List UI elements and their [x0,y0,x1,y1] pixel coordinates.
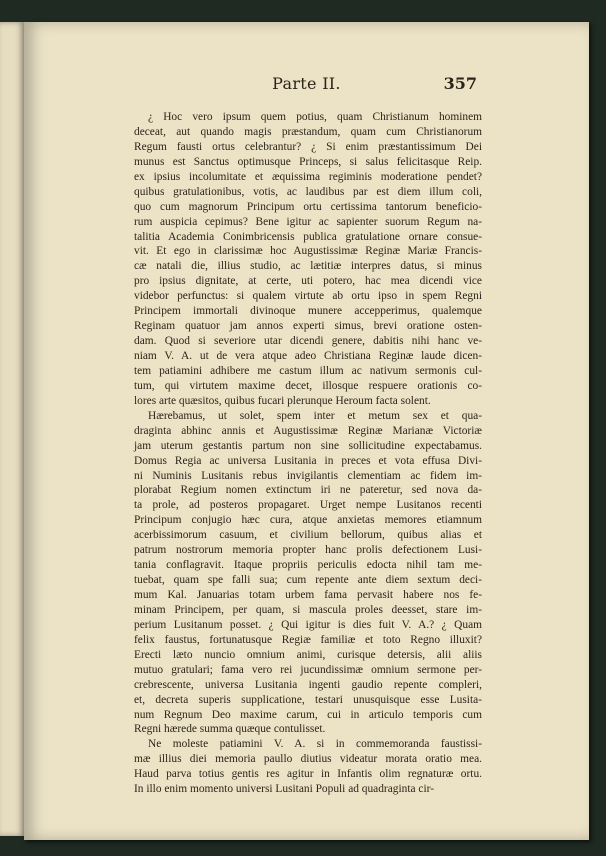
text-line: In illo enim momento universi Lusitani Populi ad quadraginta cir- [134,783,434,796]
text-line: perium Lusitanum posset. ¿ Qui igitur is dies fuit V. A.? ¿ Quam [134,618,482,631]
text-line: Principem immortali divinoque munere accepperimus, qualemque [134,305,482,318]
text-line: mæ illius diei memoria paullo diutius videatur morata oratio mea. [134,753,482,766]
body-text [134,110,482,797]
running-head: Parte II. [272,74,341,93]
text-line: Principum conjugio hæc cura, atque anxietas memores etiamnum [134,514,482,527]
text-line: acerbissimorum casuum, et civilium bellorum, quibus alias et [134,529,482,542]
text-line: Reginam quatuor jam annos experti simus, brevi oratione osten- [134,320,482,333]
text-line: Ne moleste patiamini V. A. si in commemoranda faustissi- [148,738,482,751]
text-line: ex ipsius incolumitate et æquissima regiminis moderatione pendet? [134,170,482,183]
text-line: tania conflagravit. Itaque propriis periculis edocta nihil tam me- [134,559,482,572]
text-line: Regum fausti ortus celebrantur? ¿ Si enim præstantissimum Dei [134,140,482,153]
text-line: num Regnum Deo maxime carum, cui in articulo temporis cum [134,708,482,721]
text-line: dam. Quod si severiore utar dicendi genere, dabitis nihi hanc ve- [134,335,482,348]
text-line: tem patiamini adhibere me castum illum ac nativum sermonis cul- [134,364,482,377]
text-line: niam V. A. ut de vera atque adeo Christiana Reginæ laude dicen- [134,350,482,362]
text-line: vit. Et ego in clarissimæ hoc Augustissimæ Reginæ Mariæ Francis- [134,245,482,258]
text-line: tum, qui virtutem maxime decet, illosque respuere orationis co- [134,379,482,392]
text-line: Domus Regia ac universa Lusitania in preces et vota effusa Divi- [134,454,482,467]
text-line: Erecti læto nuncio omnium animi, curisque detersis, alii aliis [134,648,482,661]
text-line: rum auspicia cepimus? Bene igitur ac sapienter suorum Regum na- [134,215,482,228]
text-line: ni Numinis Lusitanis rebus invigilantis clementiam ac fidem im- [134,469,482,482]
text-line: felix faustus, fortunatusque Regiæ familiæ et toto Regno illuxit? [134,633,482,646]
book-page [24,22,589,840]
text-line: Haud parva totius gentis res agitur in Infantis olim regnaturæ ortu. [134,768,482,781]
page-number: 357 [443,74,477,93]
text-line: et, decreta superis supplicatione, testari unusquisque esse Lusita- [134,693,482,706]
text-line: crebrescente, universa Lusitania ingenti gaudio repente compleri, [134,678,482,691]
text-line: Hærebamus, ut solet, spem inter et metum sex et qua- [148,409,482,422]
text-line: minam Principem, per quam, si mascula proles deesset, stare im- [134,603,482,616]
text-line: jam uterum gestantis partum non sine sollicitudine expectabamus. [134,439,482,452]
text-line: lores arte quæsitos, quibus fucari plerunque Heroum facta solent. [134,394,431,407]
text-line: ta prole, ad posteros propagaret. Urget nempe Lusitanos recenti [134,499,482,512]
text-line: tuebat, quam spe falli sua; cum repente ante diem sextum deci- [134,574,482,587]
text-line: patrum nostrorum memoria propter hanc prolis defectionem Lusi- [134,544,482,557]
text-line: plorabat Regium nomen extinctum iri ne pateretur, sed nova da- [134,484,482,497]
text-line: pro ipsius dignitate, at certe, uti potero, hac mea dicendi vice [134,275,482,288]
page-header [24,74,589,96]
text-line: Regni hærede summa quæque contulisset. [134,723,326,736]
text-line: mum Kal. Januarias totam urbem fama pervasit habere nos fe- [134,589,482,601]
text-line: talitia Academia Conimbricensis publica gratulatione ornare consue- [134,230,482,243]
text-line: videbor perfunctus: si qualem virtute ab ortu ipso in spem Regni [134,290,482,303]
text-line: quo cum magnorum Principum ortu certissima tantorum beneficio- [134,200,482,213]
text-line: quibus gratulationibus, votis, ac laudibus par est diem illum coli, [134,185,482,198]
text-line: cæ natali die, illius studio, ac lætitiæ interpres datus, si minus [134,260,482,273]
text-line: mutuo gratulari; fama vero rei jucundissimæ omnium sermone per- [134,663,482,676]
facing-page-edge [0,22,24,836]
text-line: draginta abhinc annis et Augustissimæ Reginæ Marianæ Victoriæ [134,424,482,437]
text-line: munus est Sanctus optimusque Princeps, si salus felicitasque Reip. [134,155,482,168]
text-line: ¿ Hoc vero ipsum quem potius, quam Christianum hominem [148,111,482,123]
text-line: deceat, aut quando magis præstandum, quam cum Christianorum [134,125,482,138]
